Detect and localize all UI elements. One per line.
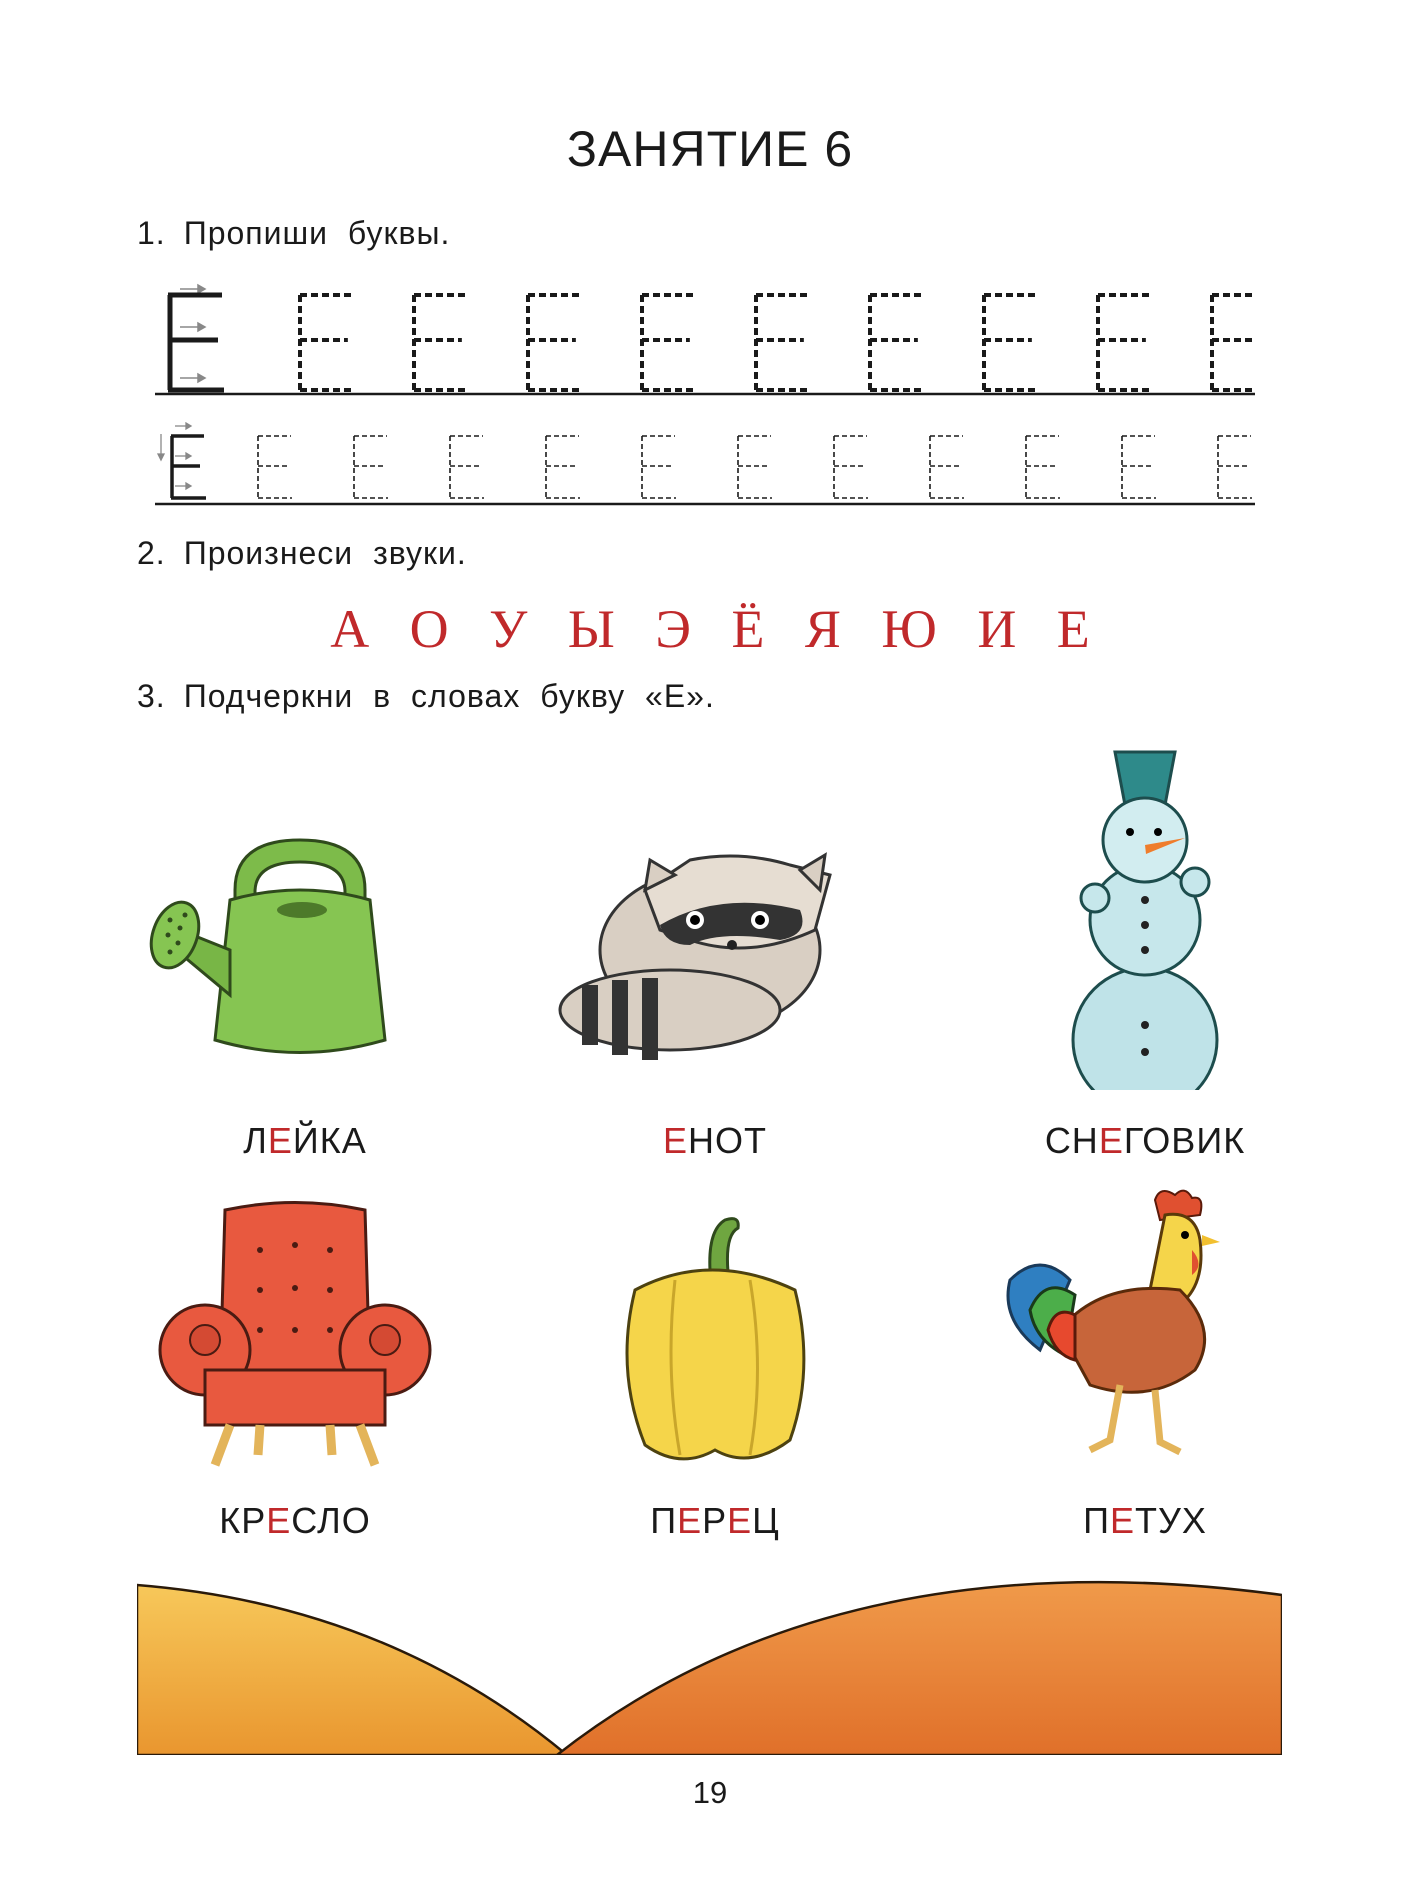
vowel-letter: Ы — [567, 599, 615, 659]
page-title: ЗАНЯТИЕ 6 — [566, 121, 854, 177]
dotted-letter-e — [756, 295, 810, 390]
task-3 — [137, 678, 715, 715]
vowel-letter: Э — [655, 599, 691, 659]
vowel-list — [0, 598, 1420, 660]
vowel-letter: У — [489, 599, 528, 659]
model-letter-e — [168, 295, 224, 390]
dotted-letter-e — [528, 295, 582, 390]
picture-card-watering-can — [140, 820, 470, 1170]
task-text: Пропиши буквы. — [183, 215, 451, 251]
dotted-letter-e — [834, 436, 868, 498]
dotted-letter-e — [1212, 295, 1255, 390]
picture-card-rooster — [980, 1180, 1310, 1550]
dotted-letter-e — [414, 295, 468, 390]
raccoon-icon — [550, 820, 880, 1080]
dotted-letter-e — [642, 295, 696, 390]
stroke-order-arrows — [150, 285, 205, 382]
decorative-hills — [137, 1565, 1282, 1755]
right-hill — [557, 1582, 1282, 1755]
stroke-order-arrows-small — [158, 423, 191, 489]
dotted-letter-e — [930, 436, 964, 498]
word-kreslo: КРЕСЛО — [219, 1500, 371, 1541]
word-petuh: ПЕТУХ — [1083, 1500, 1207, 1541]
snowman-icon — [980, 740, 1310, 1090]
dotted-letter-e — [1122, 436, 1156, 498]
left-hill — [137, 1585, 567, 1755]
rooster-icon — [980, 1180, 1310, 1470]
word-enot: ЕНОТ — [662, 1120, 767, 1161]
dotted-letter-e — [300, 295, 354, 390]
watering-can-icon — [140, 820, 470, 1080]
vowel-letter: О — [409, 599, 449, 659]
task-text: Подчеркни в словах букву «Е». — [183, 678, 715, 714]
bell-pepper-icon — [550, 1200, 880, 1470]
word-lejka: ЛЕЙКА — [243, 1120, 367, 1161]
dotted-letter-e — [546, 436, 580, 498]
task-2 — [137, 535, 467, 572]
dotted-letter-e — [738, 436, 772, 498]
vowel-letter: Ё — [731, 599, 765, 659]
page-number: 19 — [692, 1775, 728, 1810]
vowel-letter: И — [977, 599, 1017, 659]
letter-tracing-row-large — [150, 280, 1255, 400]
dotted-letter-e — [1098, 295, 1152, 390]
dotted-letter-e — [984, 295, 1038, 390]
vowel-letter: Ю — [881, 599, 937, 659]
dotted-letter-e — [1026, 436, 1060, 498]
armchair-icon — [130, 1190, 460, 1470]
task-number: 2. — [137, 535, 166, 571]
model-letter-e-small — [171, 436, 206, 498]
vowel-letter: А — [330, 599, 370, 659]
dotted-letter-e — [450, 436, 484, 498]
dotted-letter-copies-small — [258, 436, 1252, 498]
letter-tracing-row-small — [150, 422, 1255, 507]
dotted-letter-copies — [300, 295, 1255, 390]
picture-card-snowman — [980, 740, 1310, 1170]
vowel-letter: Я — [804, 599, 841, 659]
vowel-letter: Е — [1056, 599, 1090, 659]
dotted-letter-e — [1218, 436, 1252, 498]
task-text: Произнеси звуки. — [183, 535, 467, 571]
picture-card-armchair — [130, 1190, 460, 1550]
picture-card-bell-pepper — [550, 1200, 880, 1550]
dotted-letter-e — [354, 436, 388, 498]
dotted-letter-e — [870, 295, 924, 390]
task-number: 1. — [137, 215, 166, 251]
dotted-letter-e — [642, 436, 676, 498]
task-number: 3. — [137, 678, 166, 714]
dotted-letter-e — [258, 436, 292, 498]
word-snegovik: СНЕГОВИК — [1044, 1120, 1246, 1161]
picture-card-raccoon — [550, 820, 880, 1170]
word-perec: ПЕРЕЦ — [650, 1500, 780, 1541]
task-1 — [137, 215, 450, 252]
